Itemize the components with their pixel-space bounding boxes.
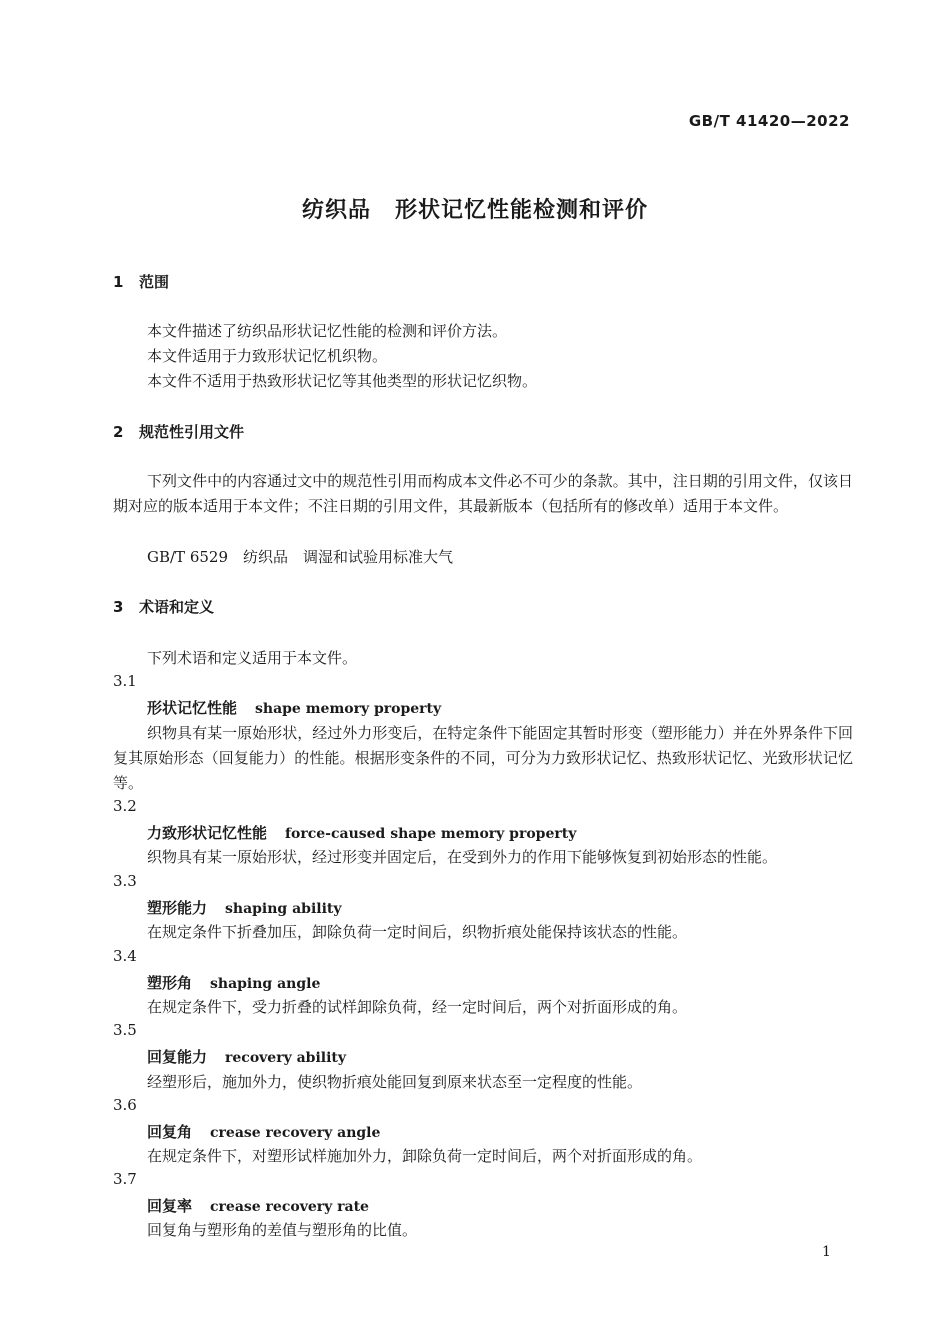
term-english: shape memory property: [255, 701, 442, 717]
term-title: [147, 1121, 380, 1142]
section-title: 规范性引用文件: [139, 423, 245, 441]
section-number: 3: [113, 598, 124, 616]
term-english: force-caused shape memory property: [285, 826, 577, 842]
terms-intro: 下列术语和定义适用于本文件。: [147, 649, 358, 667]
term-number: 3.2: [113, 797, 137, 815]
term-definition: 在规定条件下，对塑形试样施加外力，卸除负荷一定时间后，两个对折面形成的角。: [147, 1147, 703, 1165]
term-title: [147, 1046, 346, 1067]
document-title: [0, 193, 950, 224]
section-title: 术语和定义: [139, 598, 215, 616]
term-title: [147, 822, 576, 843]
scope-line-1: 本文件描述了纺织品形状记忆性能的检测和评价方法。: [147, 322, 508, 340]
term-english: shaping angle: [210, 976, 321, 992]
term-number: 3.7: [113, 1170, 137, 1188]
term-definition: 织物具有某一原始形状，经过外力形变后，在特定条件下能固定其暂时形变（塑形能力）并在外界条件下回复其原始形态（回复能力）的性能。根据形变条件的不同，可分为力致形状记忆、热致形状记忆、光致形状记忆等。: [113, 724, 853, 792]
term-number: 3.6: [113, 1096, 137, 1114]
term-chinese: 回复能力: [147, 1048, 208, 1066]
term-chinese: 塑形能力: [147, 899, 208, 917]
term-chinese: 力致形状记忆性能: [147, 824, 268, 842]
scope-line-3: 本文件不适用于热致形状记忆等其他类型的形状记忆织物。: [147, 372, 538, 390]
term-title: [147, 972, 320, 993]
term-chinese: 塑形角: [147, 974, 193, 992]
section-2-heading: [113, 421, 244, 442]
section-1-heading: [113, 271, 169, 292]
term-english: recovery ability: [225, 1050, 347, 1066]
reference-item: GB/T 6529 纺织品 调湿和试验用标准大气: [147, 548, 454, 566]
page-number: 1: [822, 1244, 831, 1260]
term-english: shaping ability: [225, 901, 342, 917]
term-number: 3.4: [113, 947, 137, 965]
title-part-1: 纺织品: [301, 198, 371, 223]
term-definition: 经塑形后，施加外力，使织物折痕处能回复到原来状态至一定程度的性能。: [147, 1073, 643, 1091]
title-part-2: 形状记忆性能检测和评价: [395, 198, 649, 223]
term-definition: 在规定条件下，受力折叠的试样卸除负荷，经一定时间后，两个对折面形成的角。: [147, 998, 688, 1016]
term-chinese: 回复率: [147, 1197, 193, 1215]
term-chinese: 形状记忆性能: [147, 699, 238, 717]
term-number: 3.1: [113, 672, 137, 690]
term-english: crease recovery angle: [210, 1125, 381, 1141]
section-title: 范围: [139, 273, 170, 291]
scope-line-2: 本文件适用于力致形状记忆机织物。: [147, 347, 388, 365]
term-english: crease recovery rate: [210, 1199, 369, 1215]
term-number: 3.3: [113, 872, 137, 890]
section-number: 2: [113, 423, 124, 441]
term-definition: 织物具有某一原始形状，经过形变并固定后，在受到外力的作用下能够恢复到初始形态的性能。: [147, 848, 778, 866]
term-title: [147, 697, 441, 718]
term-title: [147, 1195, 369, 1216]
term-title: [147, 897, 342, 918]
term-definition: 在规定条件下折叠加压，卸除负荷一定时间后，织物折痕处能保持该状态的性能。: [147, 923, 688, 941]
term-chinese: 回复角: [147, 1123, 193, 1141]
section-3-heading: [113, 596, 214, 617]
standard-number: GB/T 41420—2022: [688, 112, 850, 130]
term-definition: 回复角与塑形角的差值与塑形角的比值。: [147, 1221, 418, 1239]
normative-references-paragraph: 下列文件中的内容通过文中的规范性引用而构成本文件必不可少的条款。其中，注日期的引用文件，仅该日期对应的版本适用于本文件；不注日期的引用文件，其最新版本（包括所有的修改单）适用于本文件。: [113, 472, 853, 515]
term-number: 3.5: [113, 1021, 137, 1039]
section-number: 1: [113, 273, 124, 291]
